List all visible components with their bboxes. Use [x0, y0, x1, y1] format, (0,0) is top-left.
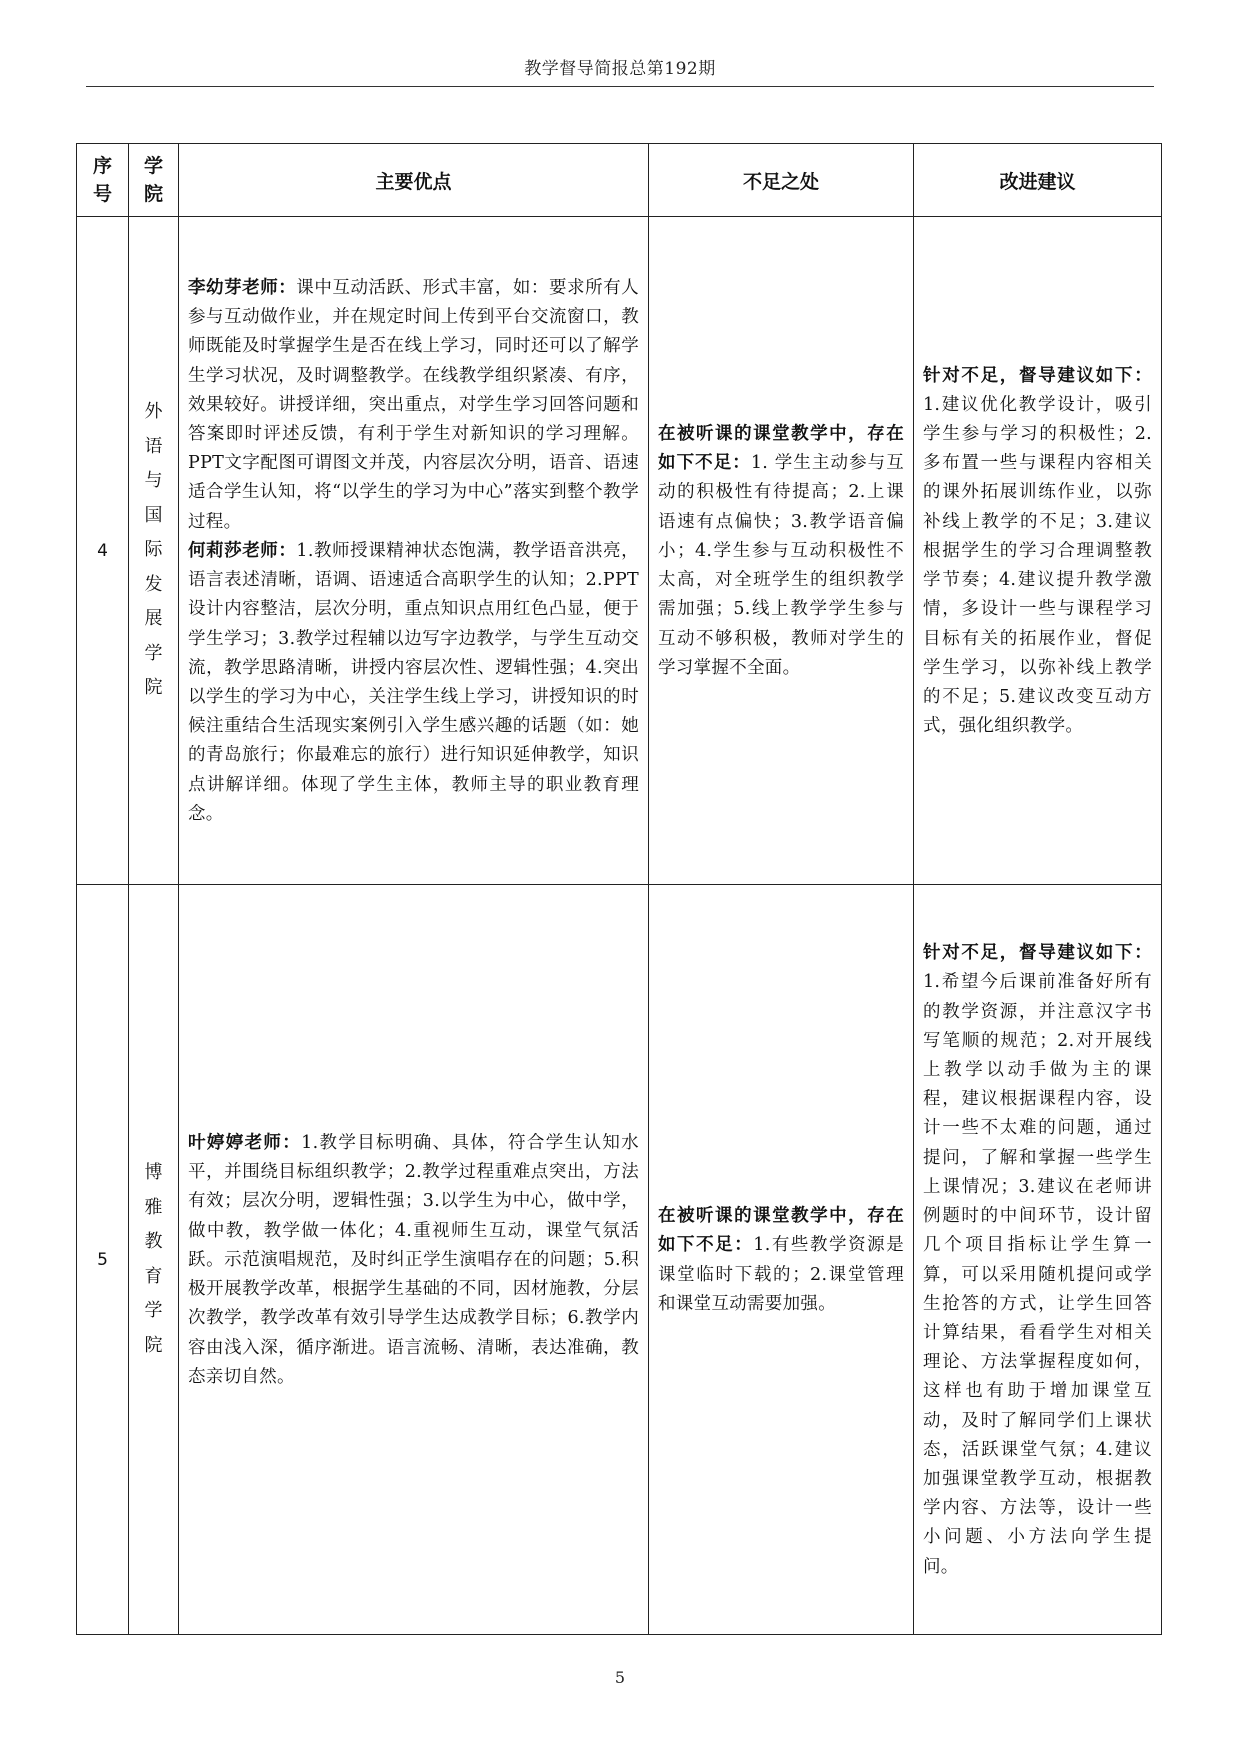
suggestions-cell — [914, 217, 1162, 885]
suggestions-lead: 针对不足，督导建议如下： — [923, 943, 1152, 964]
page-number: 5 — [614, 1668, 626, 1687]
table-row — [77, 217, 1162, 885]
table-header-row — [77, 144, 1162, 217]
weaknesses-cell — [649, 885, 914, 1635]
comment-text: 1.教学目标明确、具体，符合学生认知水平，并围绕目标组织教学；2.教学过程重难点突出，方法有效；层次分明，逻辑性强；3.以学生为中心，做中学，做中教，教学做一体化；4.重视师生互动，课堂气氛活跃。示范演唱规范，及时纠正学生演唱存在的问题；5.积极开展教学改革，根据学生基础的不同，因材施教，分层次教学，教学改革有效引导学生达成教学目标；6.教学内容由浅入深，循序渐进。语言流畅、清晰，表达准确，教态亲切自然。 — [188, 1133, 639, 1387]
suggestions-lead: 针对不足，督导建议如下： — [923, 365, 1152, 386]
weaknesses-text: 1. 学生主动参与互动的积极性有待提高；2.上课语速有点偏快；3.教学语音偏小；4.学生参与互动积极性不太高，对全班学生的组织教学需加强；5.线上教学学生参与互动不够积极，教师对学生的学习掌握不全面。 — [658, 453, 905, 678]
column-header-weaknesses: 不足之处 — [649, 144, 914, 217]
weaknesses-cell — [649, 217, 914, 885]
weaknesses-text: 1.有些教学资源是课堂临时下载的；2.课堂管理和课堂互动需要加强。 — [658, 1235, 904, 1314]
row-number: 5 — [77, 885, 129, 1635]
strengths-cell — [179, 885, 649, 1635]
weaknesses-lead: 在被听课的课堂教学中，存在如下不足： — [658, 424, 904, 474]
strengths-cell — [179, 217, 649, 885]
teacher-comment — [188, 1129, 639, 1392]
column-header-no: 序 号 — [77, 144, 129, 217]
college-name: 博 雅 教 育 学 院 — [129, 885, 179, 1635]
comment-text: 课中互动活跃、形式丰富，如：要求所有人参与互动做作业，并在规定时间上传到平台交流窗口，教师既能及时掌握学生是否在线上学习，同时还可以了解学生学习状况，及时调整教学。在线教学组织紧凑、有序，效果较好。讲授详细，突出重点，对学生学习回答问题和答案即时评述反馈，有利于学生对新知识的学习理解。PPT文字配图可谓图文并茂，内容层次分明，语音、语速适合学生认知，将“以学生的学习为中心”落实到整个教学过程。 — [188, 278, 639, 532]
row-number: 4 — [77, 217, 129, 885]
college-name: 外 语 与 国 际 发 展 学 院 — [129, 217, 179, 885]
comment-text: 1.教师授课精神状态饱满，教学语音洪亮，语言表述清晰，语调、语速适合高职学生的认知；2.PPT设计内容整洁，层次分明，重点知识点用红色凸显，便于学生学习；3.教学过程辅以边写字边教学，与学生互动交流，教学思路清晰，讲授内容层次性、逻辑性强；4.突出以学生的学习为中心，关注学生线上学习，讲授知识的时候注重结合生活现实案例引入学生感兴趣的话题（如：她的青岛旅行；你最难忘的旅行）进行知识延伸教学，知识点讲解详细。体现了学生主体，教师主导的职业教育理念。 — [188, 540, 639, 824]
teacher-comment — [188, 537, 639, 829]
header-rule — [86, 86, 1154, 87]
suggestions-text: 1.建议优化教学设计，吸引学生参与学习的积极性；2.多布置一些与课程内容相关的课外拓展训练作业，以弥补线上教学的不足；3.建议根据学生的学习合理调整教学节奏；4.建议提升教学激情，多设计一些与课程学习目标有关的拓展作业，督促学生学习，以弥补线上教学的不足；5.建议改变互动方式，强化组织教学。 — [923, 394, 1152, 737]
teacher-comment — [188, 274, 639, 537]
suggestions-text: 1.希望今后课前准备好所有的教学资源，并注意汉字书写笔顺的规范；2.对开展线上教学以动手做为主的课程，建议根据课程内容，设计一些不太难的问题，通过提问，了解和掌握一些学生上课情况；3.建议在老师讲例题时的中间环节，设计留几个项目指标让学生算一算，可以采用随机提问或学生抢答的方式，让学生回答计算结果，看看学生对相关理论、方法掌握程度如何，这样也有助于增加课堂互动，及时了解同学们上课状态，活跃课堂气氛；4.建议加强课堂教学互动，根据教学内容、方法等，设计一些小问题、小方法向学生提问。 — [923, 972, 1152, 1577]
column-header-suggestions: 改进建议 — [914, 144, 1162, 217]
column-header-strengths: 主要优点 — [179, 144, 649, 217]
table-row — [77, 885, 1162, 1635]
teacher-name: 李幼芽老师： — [188, 278, 297, 299]
page-header-title: 教学督导简报总第192期 — [524, 59, 716, 79]
teacher-name: 叶婷婷老师： — [188, 1133, 302, 1154]
suggestions-cell — [914, 885, 1162, 1635]
weaknesses-lead: 在被听课的课堂教学中，存在如下不足： — [658, 1206, 904, 1256]
teacher-name: 何莉莎老师： — [188, 540, 297, 561]
teaching-review-table — [76, 143, 1162, 1635]
column-header-college: 学 院 — [129, 144, 179, 217]
